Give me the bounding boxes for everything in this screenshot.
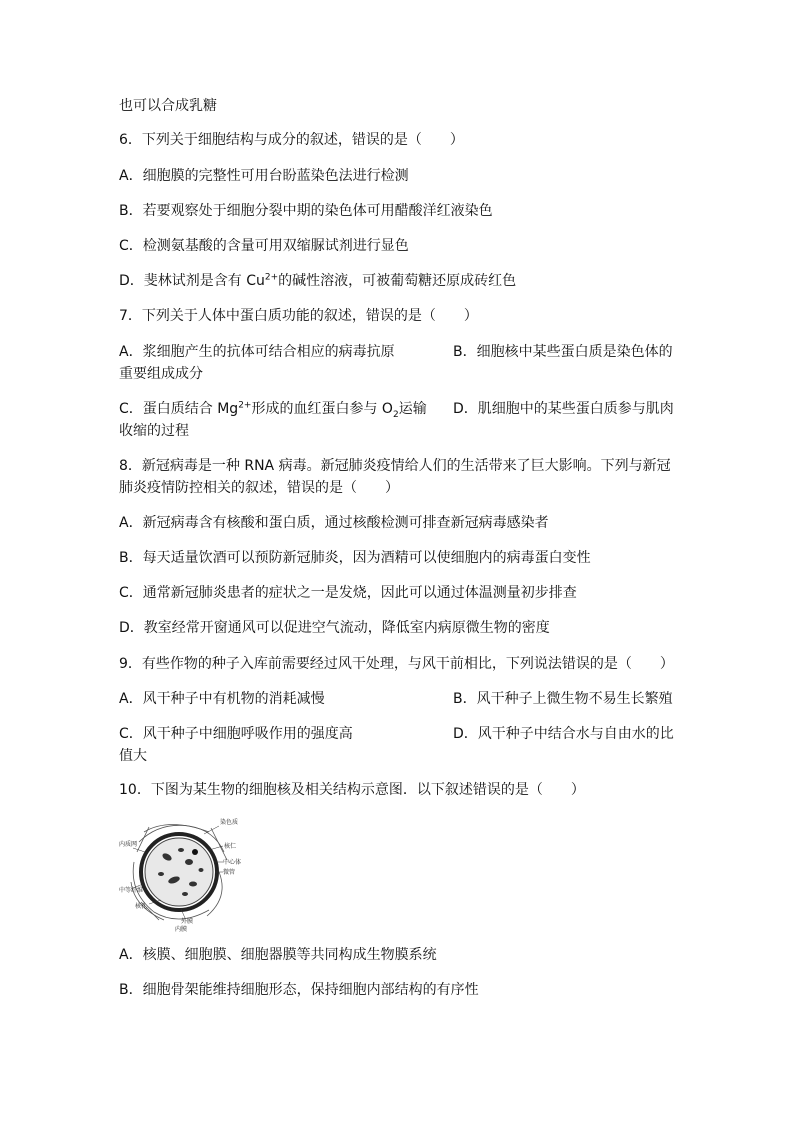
nucleus-diagram-svg bbox=[119, 812, 241, 932]
question-9-option-d-line1: D．风干种子中结合水与自由水的比 bbox=[453, 726, 674, 742]
question-7-option-d-line1: D．肌细胞中的某些蛋白质参与肌肉 bbox=[453, 401, 674, 417]
q7c-text-1: C．蛋白质结合 Mg bbox=[119, 401, 239, 417]
question-7-stem: 7．下列关于人体中蛋白质功能的叙述，错误的是（ ） bbox=[119, 308, 478, 324]
question-7-option-b-line1: B．细胞核中某些蛋白质是染色体的 bbox=[453, 344, 673, 360]
nucleoplasm bbox=[145, 838, 213, 906]
question-7-option-c bbox=[119, 399, 427, 419]
q7c-text-3: 运输 bbox=[398, 401, 427, 417]
q6d-text-2: 的碱性溶液，可被葡萄糖还原成砖红色 bbox=[278, 273, 517, 289]
question-8-stem-line1: 8．新冠病毒是一种 RNA 病毒。新冠肺炎疫情给人们的生活带来了巨大影响。下列与新冠 bbox=[119, 458, 671, 474]
nucleus-diagram bbox=[119, 812, 241, 932]
question-6-option-b: B．若要观察处于细胞分裂中期的染色体可用醋酸洋红液染色 bbox=[119, 203, 493, 219]
q6d-superscript: 2+ bbox=[264, 272, 279, 283]
question-10-stem: 10．下图为某生物的细胞核及相关结构示意图．以下叙述错误的是（ ） bbox=[119, 782, 585, 798]
label-intermediate-filament: 中等纤维 bbox=[119, 887, 144, 894]
q6d-text-1: D．斐林试剂是含有 Cu bbox=[119, 273, 265, 289]
q7c-superscript: 2+ bbox=[238, 400, 252, 411]
question-9-option-c: C．风干种子中细胞呼吸作用的强度高 bbox=[119, 726, 353, 742]
question-7-option-a: A．浆细胞产生的抗体可结合相应的病毒抗原 bbox=[119, 344, 395, 360]
label-er: 内质网 bbox=[119, 841, 138, 848]
question-8-option-c: C．通常新冠肺炎患者的症状之一是发烧，因此可以通过体温测量初步排查 bbox=[119, 585, 577, 601]
question-7-option-b-line2: 重要组成成分 bbox=[119, 366, 203, 382]
question-8-option-b: B．每天适量饮酒可以预防新冠肺炎，因为酒精可以使细胞内的病毒蛋白变性 bbox=[119, 550, 591, 566]
question-10-option-b: B．细胞骨架能维持细胞形态，保持细胞内部结构的有序性 bbox=[119, 982, 479, 998]
label-inner-membrane: 内膜 bbox=[175, 926, 188, 932]
question-8-option-a: A．新冠病毒含有核酸和蛋白质，通过核酸检测可排查新冠病毒感染者 bbox=[119, 515, 549, 531]
question-6-option-d bbox=[119, 271, 516, 291]
question-8-option-d: D．教室经常开窗通风可以促进空气流动，降低室内病原微生物的密度 bbox=[119, 620, 550, 636]
question-9-stem: 9．有些作物的种子入库前需要经过风干处理，与风干前相比，下列说法错误的是（ ） bbox=[119, 656, 674, 672]
label-outer-membrane: 外膜 bbox=[181, 918, 194, 925]
label-centriole: 中心体 bbox=[223, 859, 241, 866]
question-9-option-d-line2: 值大 bbox=[119, 748, 147, 764]
label-nuclear-pore: 核孔 bbox=[135, 903, 148, 910]
question-9-option-a: A．风干种子中有机物的消耗减慢 bbox=[119, 691, 325, 707]
question-8-stem-line2: 肺炎疫情防控相关的叙述，错误的是（ ） bbox=[119, 480, 399, 496]
label-chromatin: 染色质 bbox=[220, 819, 239, 826]
q7c-text-2: 形成的血红蛋白参与 O bbox=[251, 401, 393, 417]
question-7-option-d-line2: 收缩的过程 bbox=[119, 423, 189, 439]
label-microtubule: 微管 bbox=[223, 869, 236, 876]
nucleolus-mark bbox=[192, 849, 198, 855]
label-nucleolus: 核仁 bbox=[224, 843, 237, 850]
question-10-option-a: A．核膜、细胞膜、细胞器膜等共同构成生物膜系统 bbox=[119, 947, 437, 963]
q7c-subscript: 2 bbox=[392, 409, 399, 420]
question-6-option-c: C．检测氨基酸的含量可用双缩脲试剂进行显色 bbox=[119, 238, 409, 254]
question-6-stem: 6．下列关于细胞结构与成分的叙述，错误的是（ ） bbox=[119, 132, 464, 148]
text-line-continuation: 也可以合成乳糖 bbox=[119, 98, 217, 114]
question-6-option-a: A．细胞膜的完整性可用台盼蓝染色法进行检测 bbox=[119, 168, 409, 184]
question-9-option-b: B．风干种子上微生物不易生长繁殖 bbox=[453, 691, 673, 707]
